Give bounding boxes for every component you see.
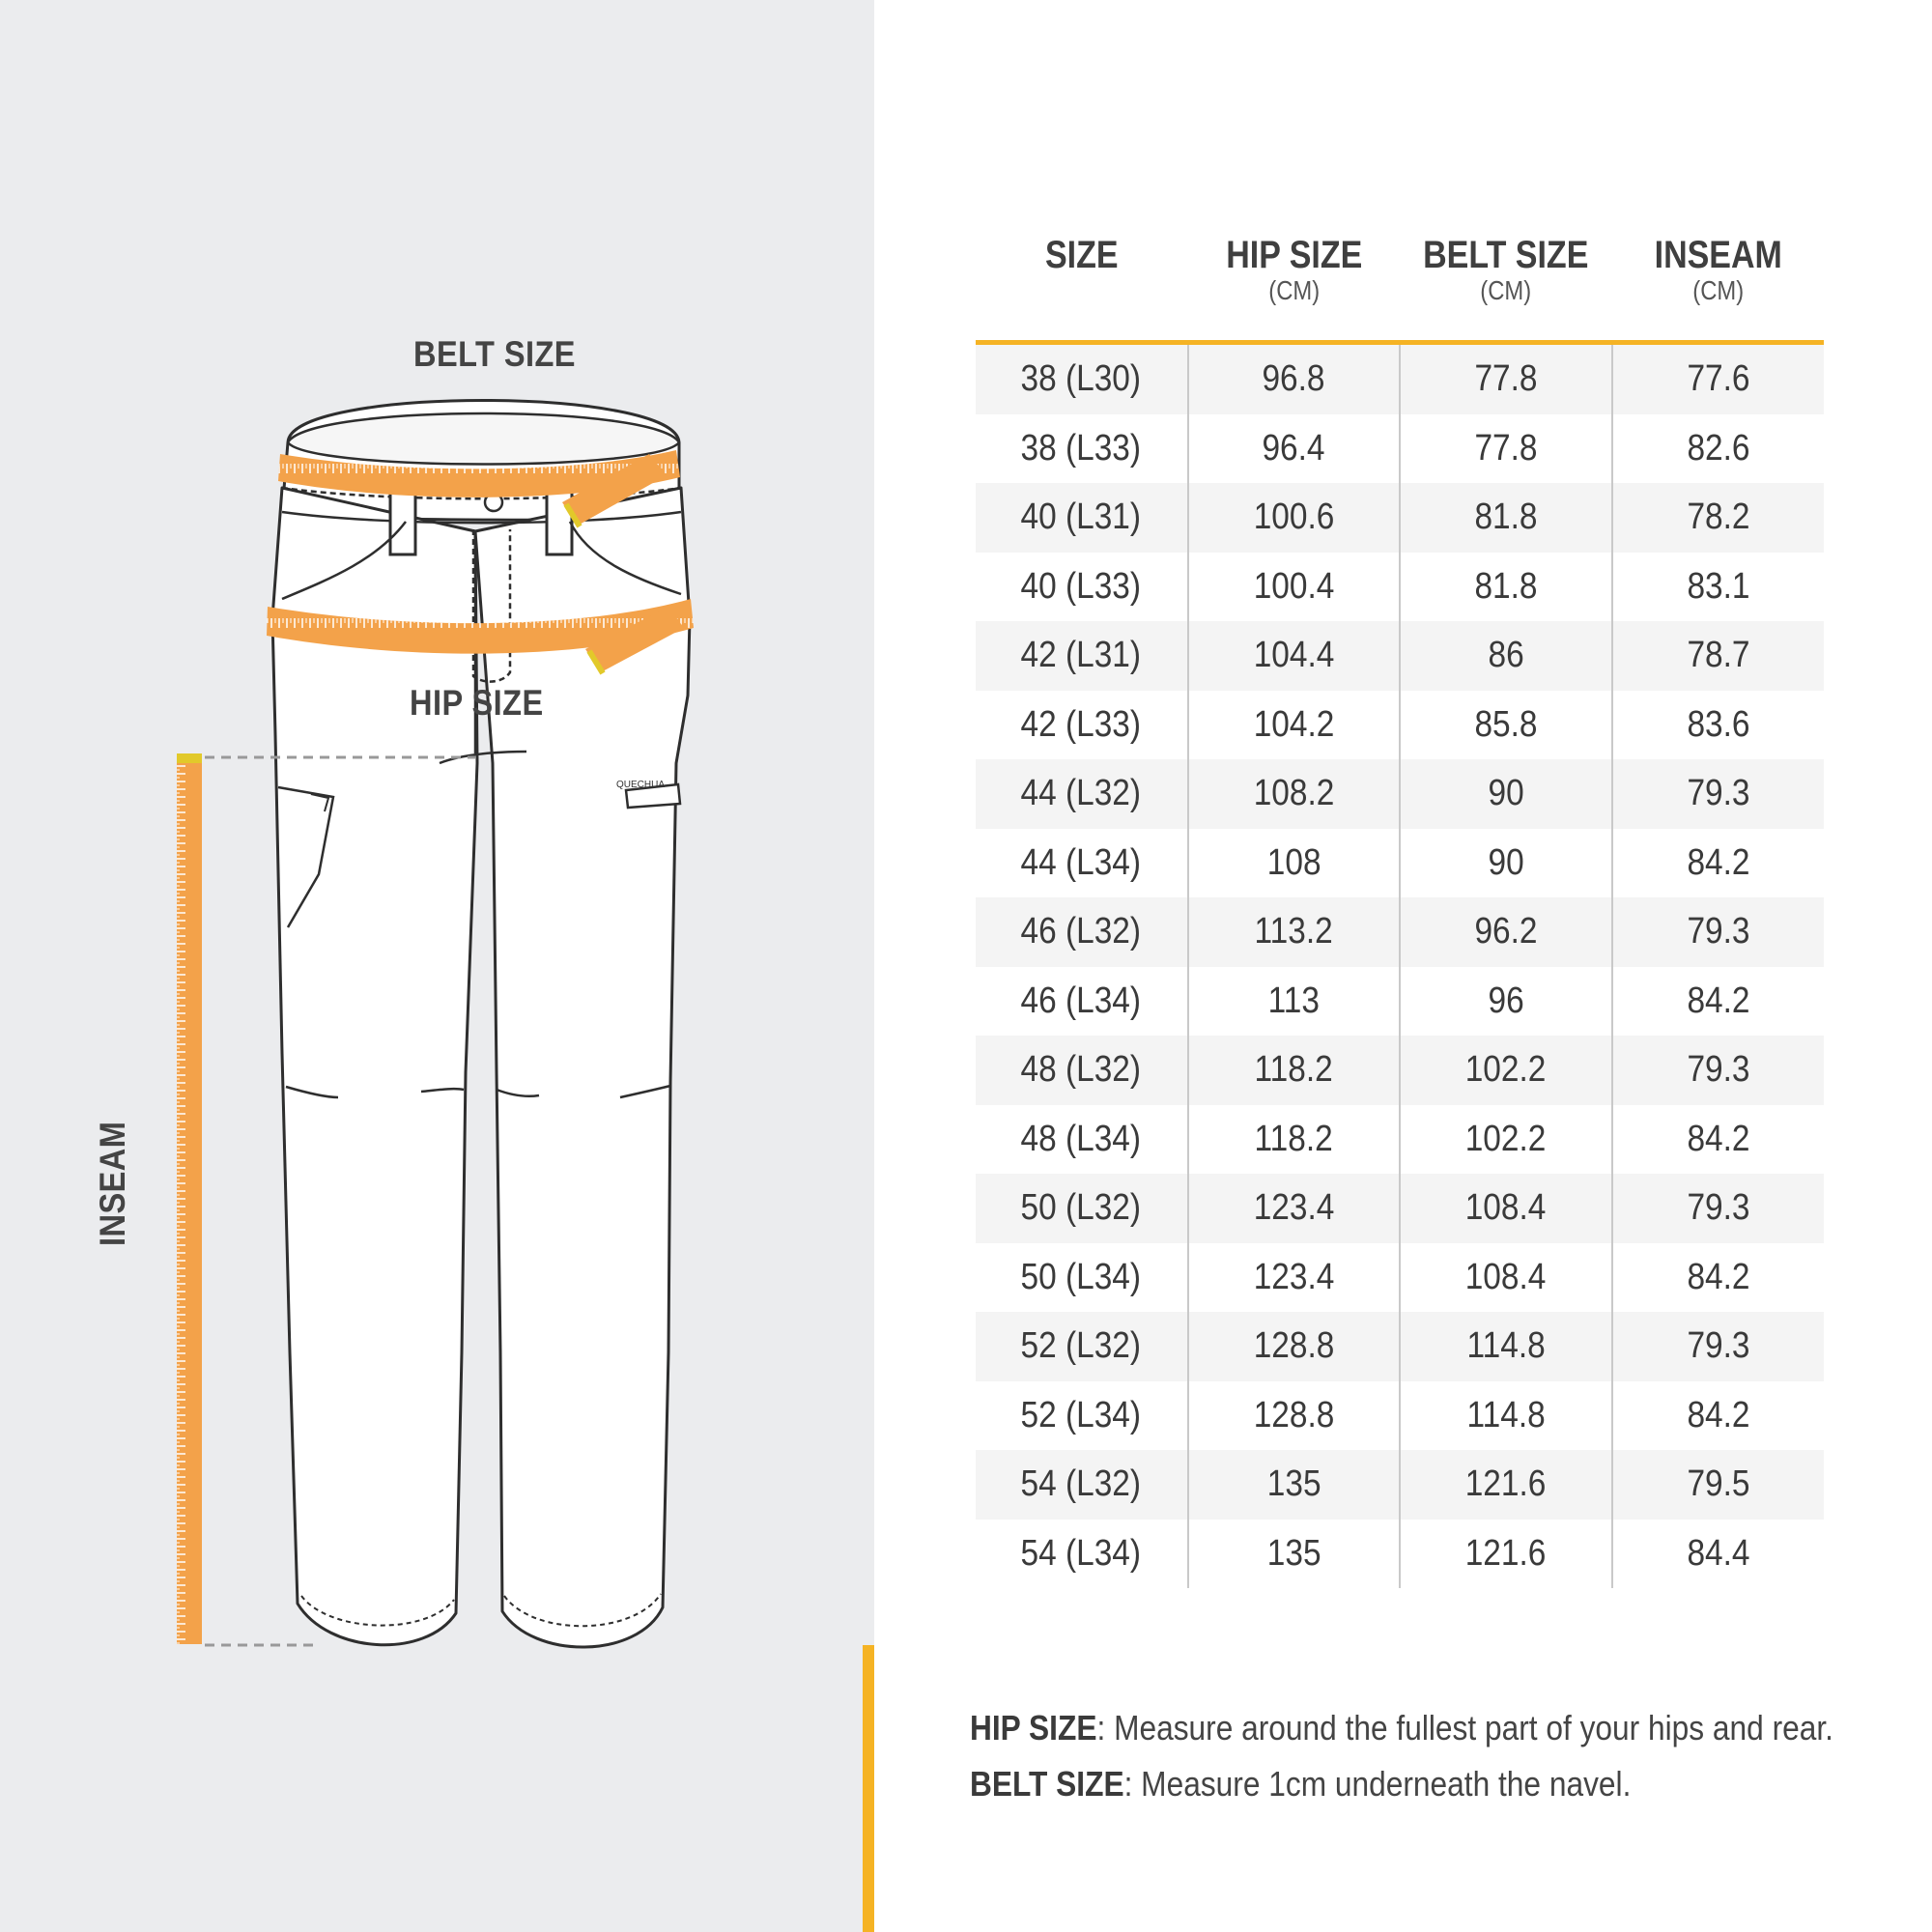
table-row [976, 414, 1824, 484]
cell-inseam: 84.2 [1612, 1105, 1825, 1175]
cell-inseam: 83.1 [1612, 553, 1825, 622]
cell-size: 52 (L34) [1020, 1394, 1142, 1435]
cell-belt-size: 121.6 [1400, 1520, 1612, 1589]
cell-belt-size: 81.8 [1400, 483, 1612, 553]
table-row [976, 1520, 1824, 1589]
cell-size: 42 (L31) [976, 621, 1188, 691]
cell-size: 48 (L34) [1020, 1118, 1142, 1159]
cell-size: 50 (L32) [976, 1174, 1188, 1243]
cell-hip-size: 118.2 [1188, 1036, 1401, 1105]
cell-inseam: 84.2 [1612, 967, 1825, 1037]
waistband-rim [288, 413, 679, 465]
cell-size: 52 (L32) [976, 1312, 1188, 1381]
belt-size-label: BELT SIZE [413, 334, 576, 374]
cell-inseam: 79.3 [1612, 1174, 1825, 1243]
cell-size: 40 (L33) [1020, 565, 1142, 607]
table-row [976, 691, 1824, 760]
pants-outline [272, 401, 690, 1648]
belt-loop-left [390, 491, 415, 554]
cell-belt-size: 108.4 [1400, 1174, 1612, 1243]
cell-hip-size: 100.4 [1188, 553, 1401, 622]
cell-size: 54 (L32) [976, 1450, 1188, 1520]
cell-belt-size: 90 [1400, 829, 1612, 898]
cell-hip-size: 128.8 [1188, 1312, 1401, 1381]
table-row [976, 1105, 1824, 1175]
cell-belt-size: 77.8 [1400, 343, 1612, 414]
belt-size-note-term: BELT SIZE [970, 1764, 1124, 1804]
table-body [976, 343, 1824, 1589]
belt-size-note [970, 1764, 1631, 1804]
table-row [976, 1312, 1824, 1381]
cell-hip-size: 96.8 [1188, 343, 1401, 414]
cell-belt-size: 81.8 [1400, 553, 1612, 622]
cell-belt-size: 86 [1400, 621, 1612, 691]
cell-belt-size: 96.2 [1400, 897, 1612, 967]
cell-hip-size: 100.6 [1188, 483, 1401, 553]
cell-hip-size: 135 [1188, 1520, 1401, 1589]
column-header-size: SIZE [976, 222, 1188, 343]
cell-inseam: 79.3 [1612, 897, 1825, 967]
cell-belt-size: 114.8 [1400, 1312, 1612, 1381]
cell-inseam: 84.2 [1612, 1243, 1825, 1313]
cell-hip-size: 108 [1188, 829, 1401, 898]
cell-size: 46 (L32) [976, 897, 1188, 967]
table-row [976, 1381, 1824, 1451]
cell-hip-size: 113.2 [1188, 897, 1401, 967]
cell-inseam: 84.4 [1612, 1520, 1825, 1589]
hip-size-note [970, 1708, 1833, 1748]
cell-inseam: 79.5 [1612, 1450, 1825, 1520]
cell-belt-size: 102.2 [1400, 1105, 1612, 1175]
cell-belt-size: 114.8 [1400, 1381, 1612, 1451]
cell-belt-size: 96 [1400, 967, 1612, 1037]
cell-size: 38 (L33) [1020, 427, 1142, 469]
cell-hip-size: 135 [1188, 1450, 1401, 1520]
table-row [976, 553, 1824, 622]
table-row [976, 967, 1824, 1037]
brand-tag: QUECHUA [616, 780, 666, 790]
pants-illustration [0, 0, 874, 1932]
cell-belt-size: 108.4 [1400, 1243, 1612, 1313]
hip-size-note-term: HIP SIZE [970, 1708, 1097, 1747]
cell-inseam: 83.6 [1612, 691, 1825, 760]
column-header-hip-size: HIP SIZE (CM) [1188, 222, 1401, 343]
cell-belt-size: 102.2 [1400, 1036, 1612, 1105]
cell-hip-size: 104.4 [1188, 621, 1401, 691]
table-row [976, 343, 1824, 414]
inseam-measuring-tape [177, 753, 202, 1644]
cell-hip-size: 113 [1188, 967, 1401, 1037]
cell-inseam: 79.3 [1612, 1312, 1825, 1381]
table-row [976, 759, 1824, 829]
cell-hip-size: 108.2 [1188, 759, 1401, 829]
cell-inseam: 84.2 [1612, 1381, 1825, 1451]
cell-size: 54 (L34) [1020, 1532, 1142, 1574]
cell-hip-size: 128.8 [1188, 1381, 1401, 1451]
table-row [976, 1036, 1824, 1105]
table-row [976, 1450, 1824, 1520]
belt-size-note-text: : Measure 1cm underneath the navel. [1123, 1764, 1632, 1804]
cell-hip-size: 96.4 [1188, 414, 1401, 484]
cell-size: 48 (L32) [976, 1036, 1188, 1105]
cell-hip-size: 123.4 [1188, 1174, 1401, 1243]
cell-inseam: 84.2 [1612, 829, 1825, 898]
cell-size: 44 (L32) [976, 759, 1188, 829]
cell-size: 44 (L34) [1020, 841, 1142, 883]
cell-belt-size: 121.6 [1400, 1450, 1612, 1520]
cell-inseam: 79.3 [1612, 1036, 1825, 1105]
cell-size: 46 (L34) [1020, 980, 1142, 1021]
cell-belt-size: 90 [1400, 759, 1612, 829]
column-header-inseam: INSEAM (CM) [1612, 222, 1825, 343]
cell-inseam: 77.6 [1612, 343, 1825, 414]
cell-size: 50 (L34) [1020, 1256, 1142, 1297]
column-header-belt-size: BELT SIZE (CM) [1400, 222, 1612, 343]
table-row [976, 483, 1824, 553]
cell-belt-size: 85.8 [1400, 691, 1612, 760]
hip-size-note-text: : Measure around the fullest part of your hips and rear. [1096, 1708, 1833, 1747]
cell-hip-size: 118.2 [1188, 1105, 1401, 1175]
cell-inseam: 82.6 [1612, 414, 1825, 484]
hip-size-label: HIP SIZE [410, 683, 544, 723]
cell-inseam: 78.7 [1612, 621, 1825, 691]
table-row [976, 1243, 1824, 1313]
cell-inseam: 78.2 [1612, 483, 1825, 553]
cell-hip-size: 123.4 [1188, 1243, 1401, 1313]
table-row [976, 897, 1824, 967]
table-header-row [976, 222, 1824, 343]
table-row [976, 1174, 1824, 1243]
cell-inseam: 79.3 [1612, 759, 1825, 829]
cell-size: 38 (L30) [976, 343, 1188, 414]
cell-hip-size: 104.2 [1188, 691, 1401, 760]
table-row [976, 829, 1824, 898]
table-row [976, 621, 1824, 691]
cell-belt-size: 77.8 [1400, 414, 1612, 484]
inseam-label: INSEAM [93, 1121, 132, 1246]
cell-size: 40 (L31) [976, 483, 1188, 553]
cell-size: 42 (L33) [1020, 703, 1142, 745]
size-chart-table [976, 222, 1824, 1588]
